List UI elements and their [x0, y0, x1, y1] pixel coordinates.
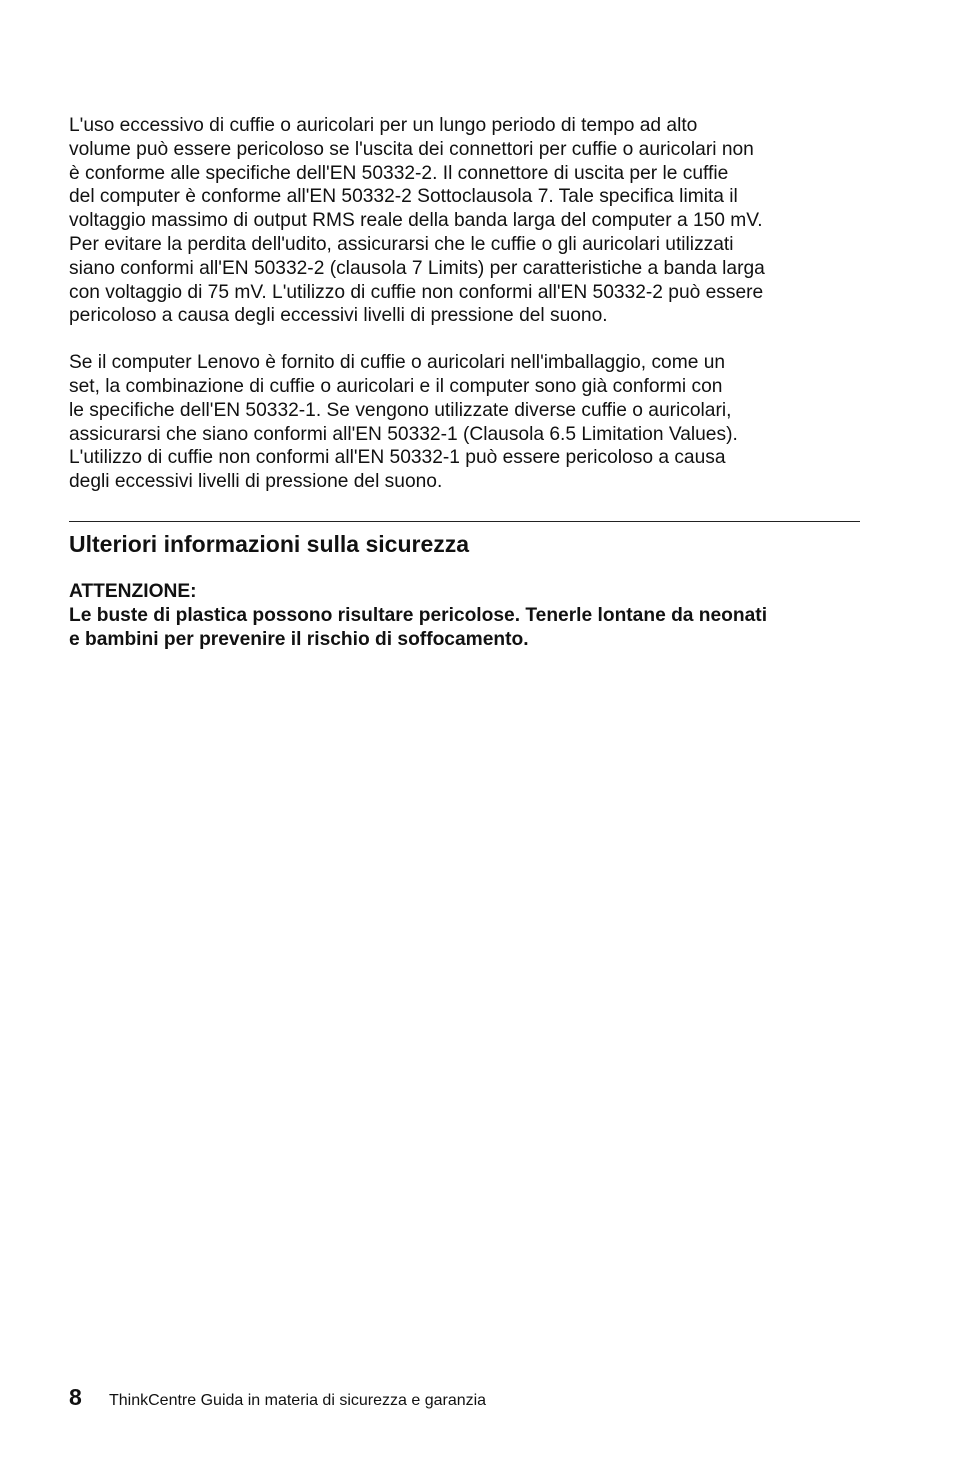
text-line: voltaggio massimo di output RMS reale della banda larga del computer a 150 mV.	[69, 210, 763, 232]
page-footer	[69, 1384, 486, 1414]
paragraph-lenovo-headphones	[69, 351, 864, 494]
caution-text-line: e bambini per prevenire il rischio di soffocamento.	[69, 628, 529, 650]
footer-document-title: ThinkCentre Guida in materia di sicurezza e garanzia	[109, 1392, 487, 1409]
text-line: Se il computer Lenovo è fornito di cuffie o auricolari nell'imballaggio, come un	[69, 352, 726, 374]
text-line: set, la combinazione di cuffie o auricolari e il computer sono già conformi con	[69, 375, 723, 397]
text-line: con voltaggio di 75 mV. L'utilizzo di cuffie non conformi all'EN 50332-2 può essere	[69, 281, 764, 303]
page-number: 8	[69, 1384, 82, 1410]
text-line: L'uso eccessivo di cuffie o auricolari per un lungo periodo di tempo ad alto	[69, 115, 698, 136]
caution-label: ATTENZIONE:	[69, 580, 197, 602]
text-line: siano conformi all'EN 50332-2 (clausola 7 Limits) per caratteristiche a banda larga	[69, 257, 765, 279]
text-line: è conforme alle specifiche dell'EN 50332-2. Il connettore di uscita per le cuffie	[69, 162, 729, 184]
caution-notice	[69, 580, 864, 652]
page-content	[69, 114, 864, 652]
text-line: del computer è conforme all'EN 50332-2 Sottoclausola 7. Tale specifica limita il	[69, 186, 738, 208]
paragraph-headphone-volume	[69, 114, 864, 328]
section-heading: Ulteriori informazioni sulla sicurezza	[69, 530, 470, 557]
text-line: volume può essere pericoloso se l'uscita dei connettori per cuffie o auricolari non	[69, 138, 754, 160]
text-line: L'utilizzo di cuffie non conformi all'EN 50332-1 può essere pericoloso a causa	[69, 447, 726, 469]
caution-text-line: Le buste di plastica possono risultare pericolose. Tenerle lontane da neonati	[69, 604, 768, 626]
text-line: degli eccessivi livelli di pressione del suono.	[69, 471, 443, 493]
text-line: assicurarsi che siano conformi all'EN 50332-1 (Clausola 6.5 Limitation Values).	[69, 423, 738, 445]
text-line: le specifiche dell'EN 50332-1. Se vengono utilizzate diverse cuffie o auricolari,	[69, 399, 732, 421]
section-divider	[69, 521, 860, 522]
text-line: pericoloso a causa degli eccessivi livelli di pressione del suono.	[69, 305, 608, 327]
text-line: Per evitare la perdita dell'udito, assicurarsi che le cuffie o gli auricolari utilizzati	[69, 233, 734, 255]
